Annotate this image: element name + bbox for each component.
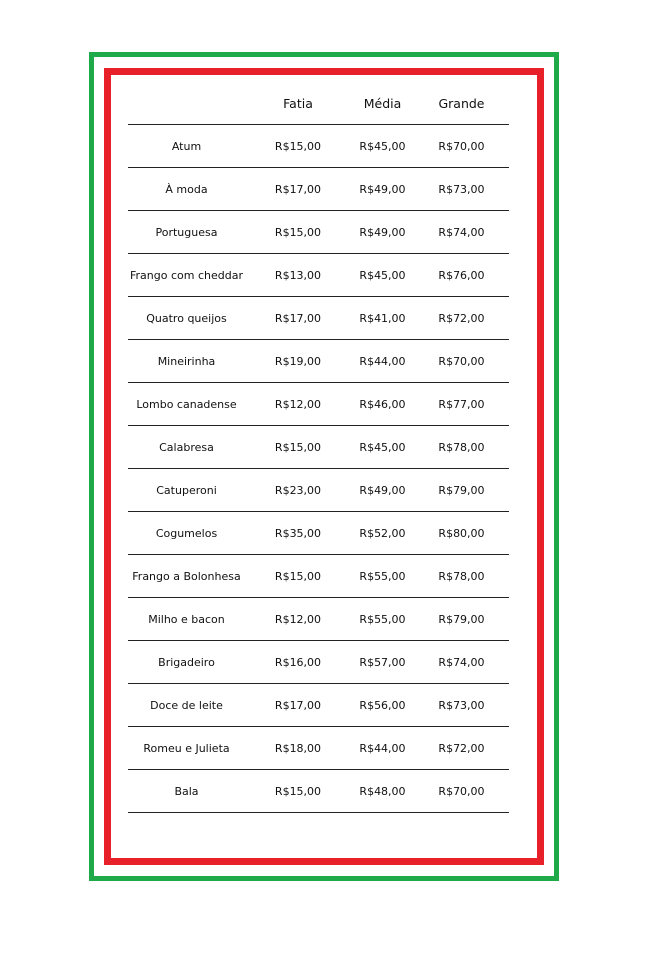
table-row bbox=[128, 426, 509, 469]
price-grande: R$74,00 bbox=[414, 211, 509, 254]
flavor-name: Portuguesa bbox=[128, 211, 245, 254]
table-row bbox=[128, 125, 509, 168]
price-media: R$52,00 bbox=[351, 512, 414, 555]
pizza-price-table bbox=[128, 82, 509, 813]
flavor-name: Milho e bacon bbox=[128, 598, 245, 641]
header-grande: Grande bbox=[414, 82, 509, 125]
flavor-name: Brigadeiro bbox=[128, 641, 245, 684]
price-fatia: R$12,00 bbox=[245, 383, 351, 426]
table-header-row bbox=[128, 82, 509, 125]
price-fatia: R$23,00 bbox=[245, 469, 351, 512]
price-media: R$49,00 bbox=[351, 168, 414, 211]
price-fatia: R$17,00 bbox=[245, 684, 351, 727]
price-media: R$41,00 bbox=[351, 297, 414, 340]
flavor-name: Frango a Bolonhesa bbox=[128, 555, 245, 598]
flavor-name: Romeu e Julieta bbox=[128, 727, 245, 770]
table-row bbox=[128, 469, 509, 512]
price-grande: R$72,00 bbox=[414, 297, 509, 340]
price-grande: R$78,00 bbox=[414, 555, 509, 598]
price-grande: R$76,00 bbox=[414, 254, 509, 297]
price-media: R$55,00 bbox=[351, 598, 414, 641]
price-media: R$49,00 bbox=[351, 469, 414, 512]
flavor-name: Bala bbox=[128, 770, 245, 813]
flavor-name: Doce de leite bbox=[128, 684, 245, 727]
price-fatia: R$18,00 bbox=[245, 727, 351, 770]
price-media: R$45,00 bbox=[351, 426, 414, 469]
price-fatia: R$16,00 bbox=[245, 641, 351, 684]
price-fatia: R$17,00 bbox=[245, 168, 351, 211]
price-grande: R$78,00 bbox=[414, 426, 509, 469]
price-fatia: R$15,00 bbox=[245, 211, 351, 254]
flavor-name: Frango com cheddar bbox=[128, 254, 245, 297]
price-media: R$46,00 bbox=[351, 383, 414, 426]
price-grande: R$74,00 bbox=[414, 641, 509, 684]
header-fatia: Fatia bbox=[245, 82, 351, 125]
table-row bbox=[128, 555, 509, 598]
price-grande: R$79,00 bbox=[414, 469, 509, 512]
price-media: R$48,00 bbox=[351, 770, 414, 813]
price-fatia: R$15,00 bbox=[245, 770, 351, 813]
price-grande: R$73,00 bbox=[414, 684, 509, 727]
price-grande: R$77,00 bbox=[414, 383, 509, 426]
price-fatia: R$19,00 bbox=[245, 340, 351, 383]
flavor-name: Lombo canadense bbox=[128, 383, 245, 426]
price-media: R$55,00 bbox=[351, 555, 414, 598]
flavor-name: Cogumelos bbox=[128, 512, 245, 555]
flavor-name: Mineirinha bbox=[128, 340, 245, 383]
table-row bbox=[128, 340, 509, 383]
price-grande: R$70,00 bbox=[414, 770, 509, 813]
price-fatia: R$17,00 bbox=[245, 297, 351, 340]
price-grande: R$73,00 bbox=[414, 168, 509, 211]
table-row bbox=[128, 641, 509, 684]
table-row bbox=[128, 383, 509, 426]
table-row bbox=[128, 684, 509, 727]
price-grande: R$79,00 bbox=[414, 598, 509, 641]
table-row bbox=[128, 254, 509, 297]
price-fatia: R$15,00 bbox=[245, 426, 351, 469]
price-media: R$56,00 bbox=[351, 684, 414, 727]
price-fatia: R$15,00 bbox=[245, 555, 351, 598]
price-fatia: R$15,00 bbox=[245, 125, 351, 168]
price-grande: R$70,00 bbox=[414, 125, 509, 168]
table-row bbox=[128, 770, 509, 813]
price-media: R$44,00 bbox=[351, 340, 414, 383]
table-row bbox=[128, 727, 509, 770]
price-grande: R$80,00 bbox=[414, 512, 509, 555]
price-fatia: R$13,00 bbox=[245, 254, 351, 297]
flavor-name: Catuperoni bbox=[128, 469, 245, 512]
price-grande: R$72,00 bbox=[414, 727, 509, 770]
price-fatia: R$12,00 bbox=[245, 598, 351, 641]
price-media: R$44,00 bbox=[351, 727, 414, 770]
table-row bbox=[128, 168, 509, 211]
price-media: R$45,00 bbox=[351, 125, 414, 168]
price-media: R$57,00 bbox=[351, 641, 414, 684]
flavor-name: À moda bbox=[128, 168, 245, 211]
table-row bbox=[128, 512, 509, 555]
header-media: Média bbox=[351, 82, 414, 125]
flavor-name: Atum bbox=[128, 125, 245, 168]
price-fatia: R$35,00 bbox=[245, 512, 351, 555]
price-media: R$49,00 bbox=[351, 211, 414, 254]
price-media: R$45,00 bbox=[351, 254, 414, 297]
table-row bbox=[128, 598, 509, 641]
table-row bbox=[128, 211, 509, 254]
flavor-name: Quatro queijos bbox=[128, 297, 245, 340]
flavor-name: Calabresa bbox=[128, 426, 245, 469]
table-row bbox=[128, 297, 509, 340]
price-grande: R$70,00 bbox=[414, 340, 509, 383]
header-flavor bbox=[128, 82, 245, 125]
